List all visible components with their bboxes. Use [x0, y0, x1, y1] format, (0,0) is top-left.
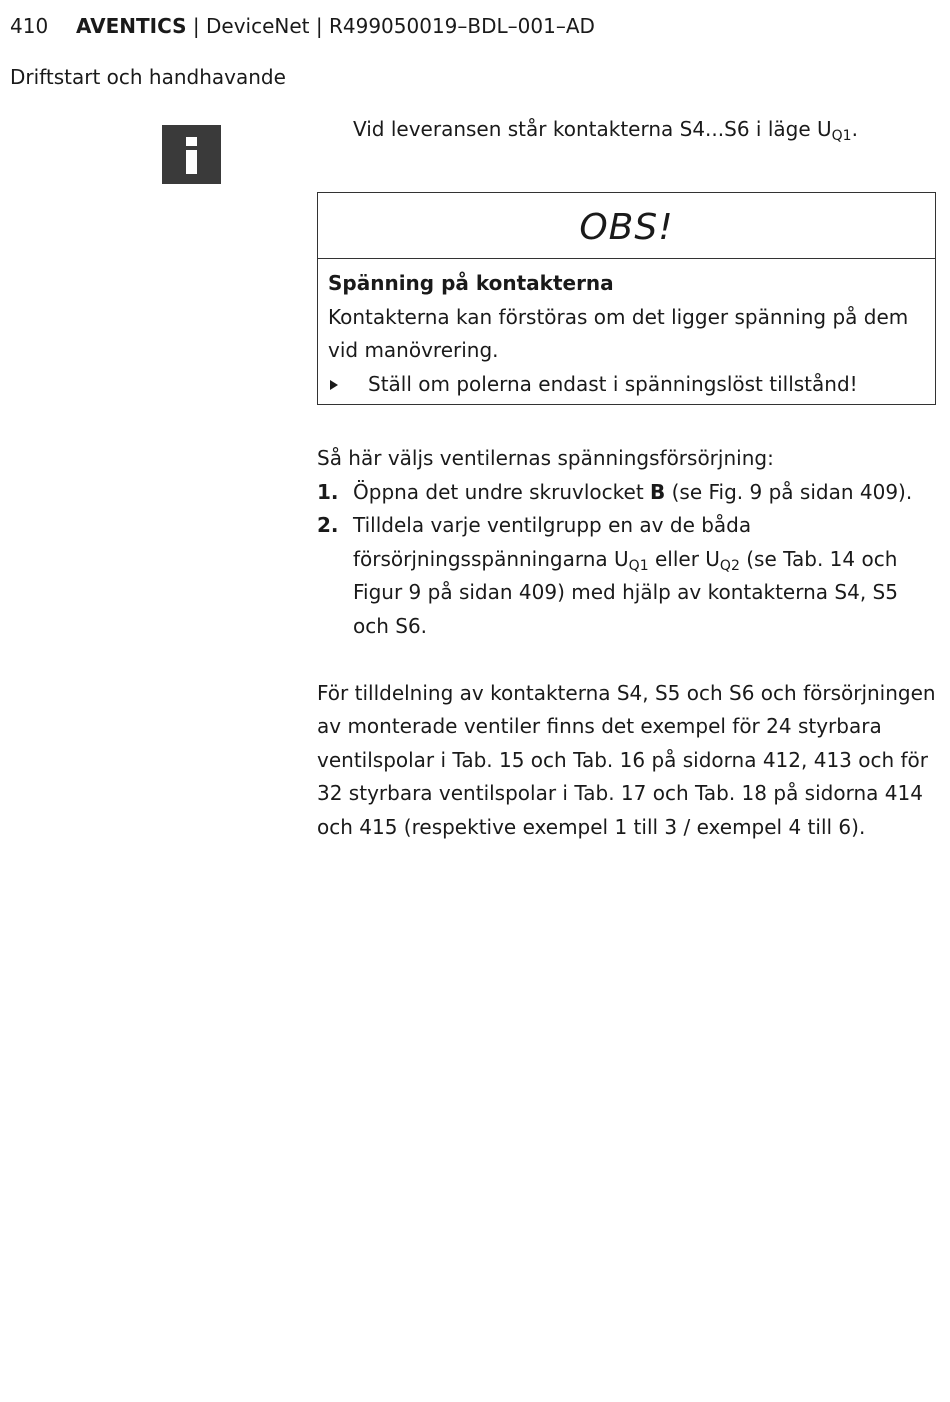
step-text-end: (se Tab. 14 och Figur 9 på sidan 409) med hjälp av kontakterna S4, S5 och S6. — [353, 546, 898, 638]
paragraph-gap — [317, 643, 937, 677]
procedure-intro: Så här väljs ventilernas spänningsförsörjning: — [317, 446, 774, 470]
step-subscript-q1: Q1 — [628, 557, 649, 574]
page-header — [10, 13, 595, 39]
info-note-end: . — [851, 117, 858, 141]
step-item — [317, 509, 937, 643]
step-subscript-q2: Q2 — [719, 557, 740, 574]
page-number: 410 — [10, 14, 49, 38]
step-text: Tilldela varje ventilgrupp en av de båda försörjningsspänningarna U — [353, 513, 752, 571]
step-number: 1. — [317, 479, 339, 504]
info-note — [353, 115, 858, 143]
info-note-subscript: Q1 — [831, 128, 852, 144]
header-separator-2: | — [309, 14, 329, 38]
procedure-steps — [317, 476, 937, 644]
header-separator: | — [186, 14, 206, 38]
info-note-text: Vid leveransen står kontakterna S4...S6 i läge U — [353, 117, 832, 141]
warning-action — [328, 368, 925, 402]
section-title: Driftstart och handhavande — [10, 65, 286, 89]
examples-paragraph: För tilldelning av kontakterna S4, S5 och S6 och försörjningen av monterade ventiler finns det exempel för 24 styrbara ventilspolar i Tab. 15 och Tab. 16 på sidorna 412, 413 och för 32 styrbara ventilspolar i Tab. 17 och Tab. 18 på sidorna 414 och 415 (respektive exempel 1 till 3 / exempel 4 till 6). — [317, 680, 936, 839]
brand-name: AVENTICS — [76, 14, 187, 38]
warning-body — [318, 259, 935, 401]
warning-subtitle: Spänning på kontakterna — [328, 271, 614, 295]
step-number: 2. — [317, 513, 339, 537]
product-name: DeviceNet — [206, 14, 310, 38]
step-bold-label: B — [650, 479, 666, 504]
warning-action-text: Ställ om polerna endast i spänningslöst tillstånd! — [368, 371, 858, 396]
step-item — [317, 476, 937, 510]
warning-title: OBS! — [318, 193, 935, 259]
action-triangle-icon — [330, 380, 338, 390]
info-icon — [162, 125, 221, 184]
warning-description: Kontakterna kan förstöras om det ligger spänning på dem vid manövrering. — [328, 304, 909, 362]
step-text-mid: eller U — [648, 546, 720, 571]
warning-box — [317, 192, 936, 405]
step-text: Öppna det undre skruvlocket — [353, 479, 651, 504]
document-id: R499050019–BDL–001–AD — [328, 14, 595, 38]
step-text-end: (se Fig. 9 på sidan 409). — [665, 479, 913, 504]
main-content — [317, 442, 937, 844]
